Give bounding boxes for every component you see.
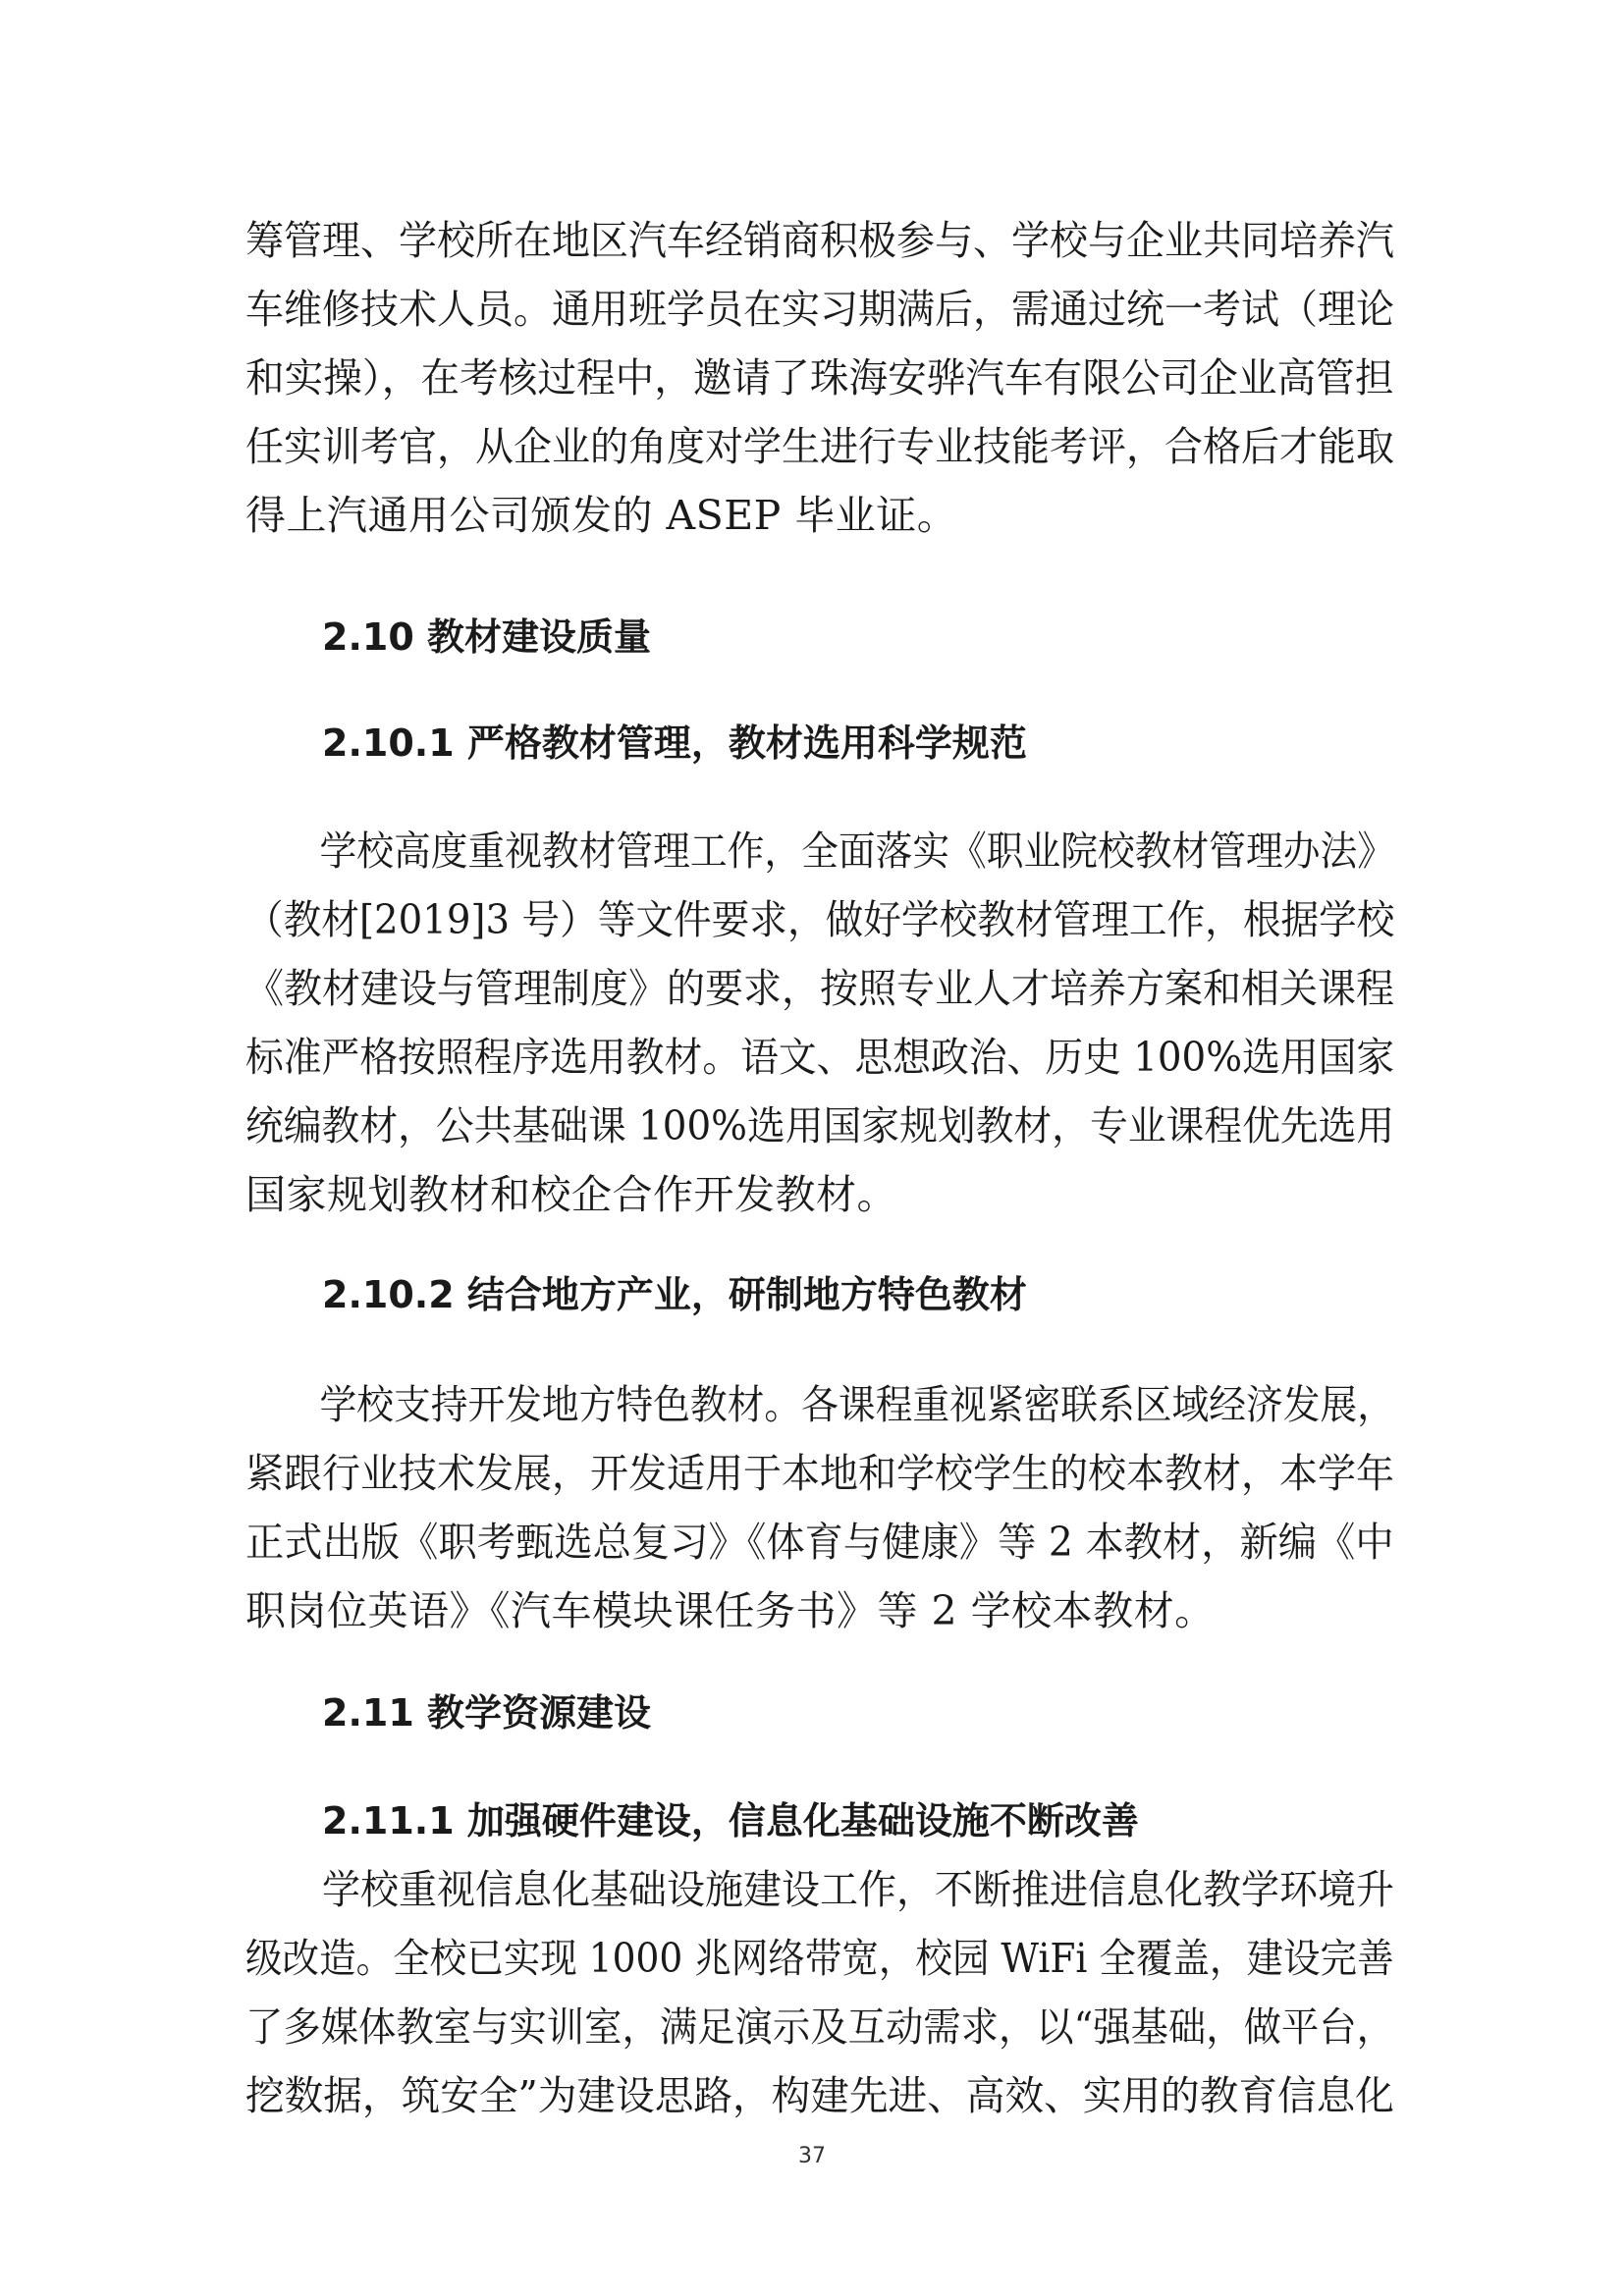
page-body <box>245 206 1394 2130</box>
text-line: 紧跟行业技术发展，开发适用于本地和学校学生的校本教材，本学年 <box>245 1450 1394 1497</box>
paragraph-textbook-management <box>245 817 1394 1229</box>
text-line: 挖数据，筑安全”为建设思路，构建先进、高效、实用的教育信息化 <box>245 2072 1394 2119</box>
text-line: 任实训考官，从企业的角度对学生进行专业技能考评，合格后才能取 <box>245 423 1394 470</box>
text-line: 正式出版《职考甄选总复习》《体育与健康》等 2 本教材，新编《中 <box>245 1519 1394 1566</box>
section-heading-2-10: 2.10 教材建设质量 <box>322 615 651 659</box>
text-line: 职岗位英语》《汽车模块课任务书》等 2 学校本教材。 <box>245 1587 1216 1634</box>
text-line: 筹管理、学校所在地区汽车经销商积极参与、学校与企业共同培养汽 <box>245 217 1394 264</box>
page-number: 37 <box>798 2144 826 2168</box>
text-line: 统编教材，公共基础课 100%选用国家规划教材，专业课程优先选用 <box>245 1102 1395 1149</box>
section-heading-2-11-1: 2.11.1 加强硬件建设，信息化基础设施不断改善 <box>322 1799 1139 1842</box>
text-line: 学校重视信息化基础设施建设工作，不断推进信息化教学环境升 <box>245 1866 1394 1913</box>
text-line: 和实操），在考核过程中，邀请了珠海安骅汽车有限公司企业高管担 <box>245 354 1394 401</box>
text-line: 《教材建设与管理制度》的要求，按照专业人才培养方案和相关课程 <box>245 965 1394 1012</box>
text-line: （教材[2019]3 号）等文件要求，做好学校教材管理工作，根据学校 <box>245 896 1395 943</box>
text-line: 级改造。全校已实现 1000 兆网络带宽，校园 WiFi 全覆盖，建设完善 <box>245 1935 1394 1982</box>
paragraph-infrastructure <box>245 1855 1394 2130</box>
text-line: 学校高度重视教材管理工作，全面落实《职业院校教材管理办法》 <box>245 828 1394 875</box>
section-heading-2-10-2: 2.10.2 结合地方产业，研制地方特色教材 <box>322 1273 1027 1316</box>
paragraph-local-textbooks <box>245 1370 1394 1645</box>
text-line: 国家规划教材和校企合作开发教材。 <box>245 1171 897 1218</box>
section-heading-2-11: 2.11 教学资源建设 <box>322 1691 651 1735</box>
text-line: 学校支持开发地方特色教材。各课程重视紧密联系区域经济发展， <box>245 1381 1394 1428</box>
text-line: 得上汽通用公司颁发的 ASEP 毕业证。 <box>245 492 958 539</box>
text-line: 标准严格按照程序选用教材。语文、思想政治、历史 100%选用国家 <box>245 1034 1395 1081</box>
text-line: 车维修技术人员。通用班学员在实习期满后，需通过统一考试（理论 <box>245 286 1394 333</box>
section-heading-2-10-1: 2.10.1 严格教材管理，教材选用科学规范 <box>322 721 1027 765</box>
paragraph-asep <box>245 206 1394 550</box>
text-line: 了多媒体教室与实训室，满足演示及互动需求，以“强基础，做平台， <box>245 2003 1395 2051</box>
